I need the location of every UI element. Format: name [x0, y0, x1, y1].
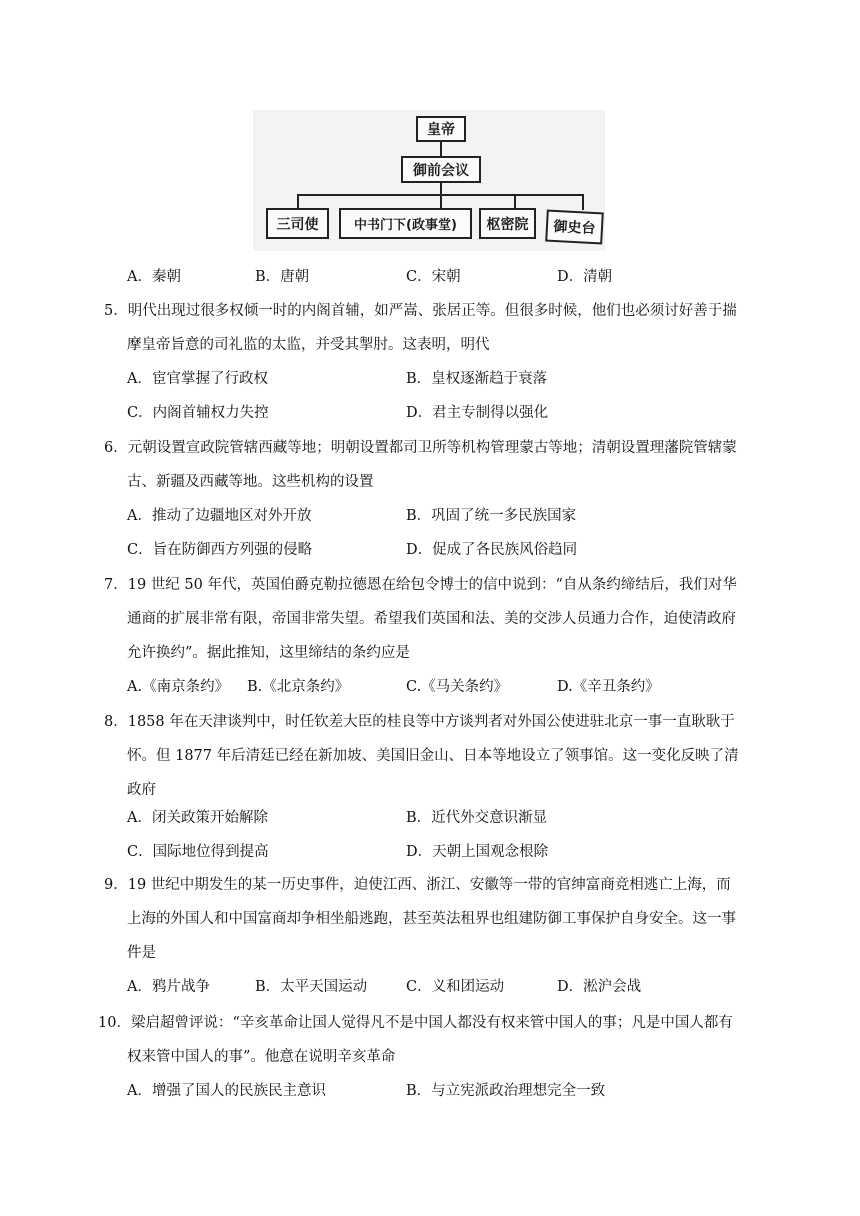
- q8-option-b: B．近代外交意识渐显: [406, 810, 548, 826]
- sansishi-box: 三司使: [266, 208, 329, 239]
- q5-option-c: C．内阁首辅权力失控: [127, 405, 269, 421]
- q10-option-b: B．与立宪派政治理想完全一致: [406, 1083, 606, 1099]
- q9-stem-line-1: 9．19 世纪中期发生的某一历史事件，迫使江西、浙江、安徽等一带的官绅富商竞相逃亡上海，而: [104, 877, 731, 893]
- q7-stem-line-2: 通商的扩展非常有限，帝国非常失望。希望我们英国和法、美的交涉人员通力合作，迫使清政府: [127, 611, 736, 627]
- connector-line: [440, 194, 442, 208]
- q4-option-a: A．秦朝: [127, 269, 181, 285]
- q4-option-d: D．清朝: [557, 269, 613, 285]
- emperor-box: 皇帝: [416, 116, 466, 142]
- q9-stem-line-2: 上海的外国人和中国富商却争相坐船逃跑，甚至英法租界也组建防御工事保护自身安全。这一事: [127, 911, 736, 927]
- q8-option-d: D．天朝上国观念根除: [406, 844, 549, 860]
- q10-stem-line-1: 10．梁启超曾评说：“辛亥革命让国人觉得凡不是中国人都没有权来管中国人的事；凡是中国人都有: [98, 1015, 733, 1031]
- zhongshu-menxia-box: 中书门下(政事堂): [339, 208, 472, 239]
- connector-line: [297, 194, 299, 208]
- q5-option-d: D．君主专制得以强化: [406, 405, 549, 421]
- q8-stem-line-3: 政府: [127, 782, 156, 798]
- q10-option-a: A．增强了国人的民族民主意识: [127, 1083, 326, 1099]
- imperial-council-box: 御前会议: [401, 156, 481, 183]
- connector-line: [440, 182, 442, 194]
- q4-option-c: C．宋朝: [406, 269, 461, 285]
- q10-stem-line-2: 权来管中国人的事”。他意在说明辛亥革命: [127, 1049, 396, 1065]
- q5-stem-line-1: 5．明代出现过很多权倾一时的内阁首辅，如严嵩、张居正等。但很多时候，他们也必须讨好善于揣: [104, 303, 737, 319]
- yushitai-box: 御史台: [545, 210, 604, 245]
- song-dynasty-org-chart: [253, 110, 605, 251]
- q5-option-a: A．宦官掌握了行政权: [127, 371, 268, 387]
- connector-line: [582, 194, 584, 210]
- q6-option-d: D．促成了各民族风俗趋同: [406, 542, 578, 558]
- q6-option-b: B．巩固了统一多民族国家: [406, 508, 577, 524]
- shumiyuan-box: 枢密院: [479, 208, 536, 239]
- q9-option-a: A．鸦片战争: [127, 979, 210, 995]
- q6-option-c: C．旨在防御西方列强的侵略: [127, 542, 313, 558]
- q9-option-d: D．淞沪会战: [557, 979, 642, 995]
- q7-stem-line-3: 允许换约”。据此推知，这里缔结的条约应是: [127, 645, 410, 661]
- q6-stem-line-2: 古、新疆及西藏等地。这些机构的设置: [127, 474, 374, 490]
- connector-line: [440, 140, 442, 156]
- q8-stem-line-1: 8．1858 年在天津谈判中，时任钦差大臣的桂良等中方谈判者对外国公使进驻北京一事一直耿耿于: [104, 714, 735, 730]
- q7-option-d: D.《辛丑条约》: [557, 679, 660, 695]
- q8-option-a: A．闭关政策开始解除: [127, 810, 268, 826]
- q9-option-b: B．太平天国运动: [255, 979, 368, 995]
- q4-option-b: B．唐朝: [255, 269, 310, 285]
- q6-option-a: A．推动了边疆地区对外开放: [127, 508, 312, 524]
- q7-option-c: C.《马关条约》: [406, 679, 509, 695]
- q7-option-b: B.《北京条约》: [247, 679, 350, 695]
- q6-stem-line-1: 6．元朝设置宣政院管辖西藏等地；明朝设置都司卫所等机构管理蒙古等地；清朝设置理藩院管辖蒙: [104, 440, 737, 456]
- q7-option-a: A.《南京条约》: [127, 679, 230, 695]
- q7-stem-line-1: 7．19 世纪 50 年代，英国伯爵克勒拉德恩在给包令博士的信中说到：“自从条约缔结后，我们对华: [104, 577, 737, 593]
- q9-stem-line-3: 件是: [127, 945, 156, 961]
- connector-line: [514, 194, 516, 208]
- q5-option-b: B．皇权逐渐趋于衰落: [406, 371, 548, 387]
- q8-option-c: C．国际地位得到提高: [127, 844, 269, 860]
- q8-stem-line-2: 怀。但 1877 年后清廷已经在新加坡、美国旧金山、日本等地设立了领事馆。这一变化反映了清: [127, 748, 739, 764]
- q5-stem-line-2: 摩皇帝旨意的司礼监的太监，并受其掣肘。这表明，明代: [127, 337, 490, 353]
- q9-option-c: C．义和团运动: [406, 979, 505, 995]
